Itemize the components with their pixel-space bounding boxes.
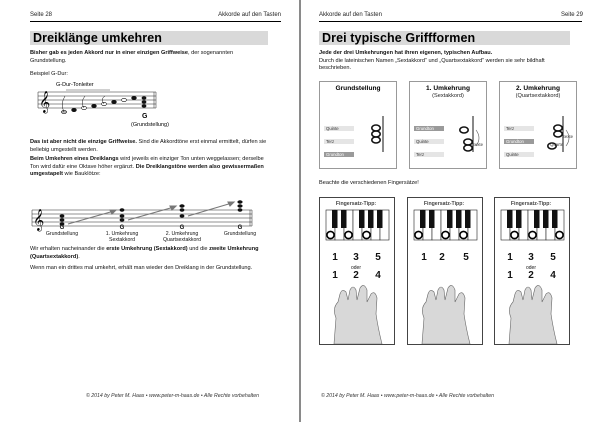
- interval-label: Terz: [504, 126, 534, 131]
- treble-clef-icon: 𝄞: [33, 210, 45, 231]
- fingering-tip-card: [319, 197, 395, 345]
- p3-a: Beim Umkehren eines Dreiklangs: [30, 156, 119, 162]
- p4-a: Wir erhalten nacheinander die: [30, 246, 107, 252]
- section-title-bar: [30, 31, 268, 45]
- fingersatz-note: Beachte die verschiedenen Fingersätze!: [319, 180, 419, 186]
- running-title: Akkorde auf den Tasten: [319, 12, 382, 18]
- black-key: [341, 210, 347, 228]
- intro-bold: Jede der drei Umkehrungen hat ihren eigenen, typischen Aufbau.: [319, 50, 493, 56]
- paragraph-4: [30, 246, 270, 261]
- finger-number: 5: [375, 252, 381, 263]
- inversion-chord-name: G: [59, 225, 65, 231]
- running-title: Akkorde auf den Tasten: [218, 12, 281, 18]
- finger-number: 1: [332, 270, 338, 281]
- alt-label: oder: [350, 265, 361, 271]
- black-key: [429, 210, 435, 228]
- p4-b: erste Umkehrung (Sextakkord): [106, 246, 188, 252]
- grip-form-card: [499, 81, 577, 169]
- finger-number: 2: [439, 252, 445, 263]
- interval-side-label: Sexte: [472, 142, 483, 147]
- inversion-chord-name: G: [119, 225, 125, 231]
- grip-form-card: [319, 81, 397, 169]
- intro-paragraph: [319, 50, 571, 73]
- page-number: Seite 28: [30, 12, 53, 18]
- interval-side-label: Sexte: [562, 134, 573, 139]
- section-title-bar: [319, 31, 570, 45]
- p3-b: wird jeweils ein einziger Ton unten weggelassen; derselbe Ton wird dafür eine Oktave höher ergänzt.: [30, 156, 264, 170]
- grip-form-notes: [500, 82, 576, 168]
- grip-form-card: [409, 81, 487, 169]
- interval-label: Terz: [324, 139, 354, 144]
- grip-form-notes: [410, 82, 486, 168]
- grip-form-subtitle: (Quartsextakkord): [515, 93, 561, 99]
- alt-label: oder: [525, 265, 536, 271]
- intro-rest: , der sogenannten Grundstellung.: [30, 50, 234, 64]
- g-major-scale-staff: [36, 78, 236, 133]
- header-rule: [319, 21, 582, 22]
- inversion-label: Grundstellung: [45, 231, 79, 237]
- fingering-tip-title: Fingersatz-Tipp:: [423, 201, 465, 207]
- interval-label: Quinte: [324, 126, 354, 131]
- grip-form-notes: [320, 82, 396, 168]
- paragraph-5: Wenn man ein drittes mal umkehrt, erhält man wieder den Dreiklang in der Grundstellung.: [30, 265, 253, 271]
- intro-bold: Bisher gab es jeden Akkord nur in einer einzigen Griffweise: [30, 50, 189, 56]
- fingering-tip-title: Fingersatz-Tipp:: [510, 201, 552, 207]
- black-key: [447, 210, 453, 228]
- keyboard-hand-illustration: [408, 198, 482, 344]
- p4-c: und die: [187, 246, 210, 252]
- inversion-chord-name: G: [179, 225, 185, 231]
- grip-form-title: Grundstellung: [335, 85, 381, 92]
- black-key: [368, 210, 374, 228]
- inversion-label: 1. Umkehrung: [105, 231, 139, 237]
- finger-number: 3: [528, 252, 534, 263]
- p3-d: wie Bauklötze:: [62, 171, 101, 178]
- interval-side-label-2: Quarte: [550, 142, 564, 147]
- inversion-sublabel: Quartsextakkord: [162, 237, 202, 243]
- finger-number: 4: [375, 270, 381, 281]
- interval-label: Grundton: [504, 139, 534, 144]
- p2-rest: Sind die Akkordtöne erst einmal ermittelt, dürfen sie beliebig umgestellt werden.: [30, 139, 267, 153]
- note-head: [372, 125, 380, 131]
- p4-d: zweite Umkehrung (Quartsextakkord): [30, 246, 259, 260]
- black-key: [359, 210, 365, 228]
- intro-rest: Durch die lateinischen Namen „Sextakkord“ und „Quartsextakkord“ werden sie sehr bildhaft beschrieben.: [319, 57, 545, 72]
- finger-number: 5: [550, 252, 556, 263]
- finger-number: 4: [550, 270, 556, 281]
- finger-number: 3: [353, 252, 359, 263]
- note-head: [372, 137, 380, 143]
- black-key: [420, 210, 426, 228]
- note-head: [464, 139, 472, 145]
- hand-icon: [509, 285, 557, 344]
- note-head: [372, 131, 380, 137]
- section-title: Dreiklänge umkehren: [33, 31, 163, 45]
- page-right: [301, 0, 600, 422]
- inversion-sublabel: Sextakkord: [109, 237, 135, 243]
- black-key: [456, 210, 462, 228]
- chord-caption: (Grundstellung): [131, 122, 169, 128]
- finger-number: 1: [507, 270, 513, 281]
- fingering-tip-card: [494, 197, 570, 345]
- example-label: Beispiel G-Dur:: [30, 71, 68, 77]
- black-key: [377, 210, 383, 228]
- inversion-label: Grundstellung: [223, 231, 257, 237]
- header-rule: [30, 21, 281, 22]
- black-key: [552, 210, 558, 228]
- p2-bold: Das ist aber nicht die einzige Griffweise.: [30, 139, 137, 145]
- black-key: [516, 210, 522, 228]
- note-head: [464, 145, 472, 151]
- black-key: [465, 210, 471, 228]
- finger-number: 1: [507, 252, 513, 263]
- intro-paragraph: [30, 50, 268, 65]
- paragraph-3: [30, 156, 270, 179]
- footer: © 2014 by Peter M. Haas • www.peter-m-haas.de • Alle Rechte vorbehalten: [321, 393, 494, 399]
- finger-number: 1: [421, 252, 427, 263]
- black-key: [534, 210, 540, 228]
- hand-icon: [422, 285, 470, 344]
- note-head: [460, 127, 468, 133]
- footer: © 2014 by Peter M. Haas • www.peter-m-haas.de • Alle Rechte vorbehalten: [86, 393, 259, 399]
- paragraph-2: [30, 139, 270, 154]
- grip-form-title: 2. Umkehrung: [516, 85, 560, 92]
- fingering-tip-card: [407, 197, 483, 345]
- note-head: [554, 131, 562, 137]
- grip-form-title: 1. Umkehrung: [426, 85, 470, 92]
- finger-number: 2: [528, 270, 534, 281]
- page-number: Seite 29: [560, 12, 583, 18]
- fingering-tip-title: Fingersatz-Tipp:: [335, 201, 377, 207]
- finger-number: 1: [332, 252, 338, 263]
- finger-number: 5: [463, 252, 469, 263]
- chord-name: G: [142, 113, 148, 120]
- interval-label: Quinte: [504, 152, 534, 157]
- interval-label: Grundton: [414, 126, 444, 131]
- p4-e: .: [78, 253, 80, 260]
- interval-label: Terz: [414, 152, 444, 157]
- note-head: [554, 125, 562, 131]
- interval-label: Quinte: [414, 139, 444, 144]
- inversion-chord-name: G: [237, 225, 243, 231]
- hand-icon: [334, 285, 382, 344]
- section-title: Drei typische Griffformen: [322, 31, 476, 45]
- black-key: [543, 210, 549, 228]
- p3-c: Die Dreiklangstöne werden also gewissermaßen umgestapelt: [30, 163, 264, 178]
- treble-clef-icon: 𝄞: [39, 92, 51, 113]
- interval-label: Grundton: [324, 152, 354, 157]
- grip-form-subtitle: (Sextakkord): [432, 93, 464, 99]
- finger-number: 2: [353, 270, 359, 281]
- page-left: [0, 0, 299, 422]
- inversion-label: 2. Umkehrung: [165, 231, 199, 237]
- black-key: [507, 210, 513, 228]
- black-key: [332, 210, 338, 228]
- scale-label: G-Dur-Tonleiter: [56, 82, 94, 88]
